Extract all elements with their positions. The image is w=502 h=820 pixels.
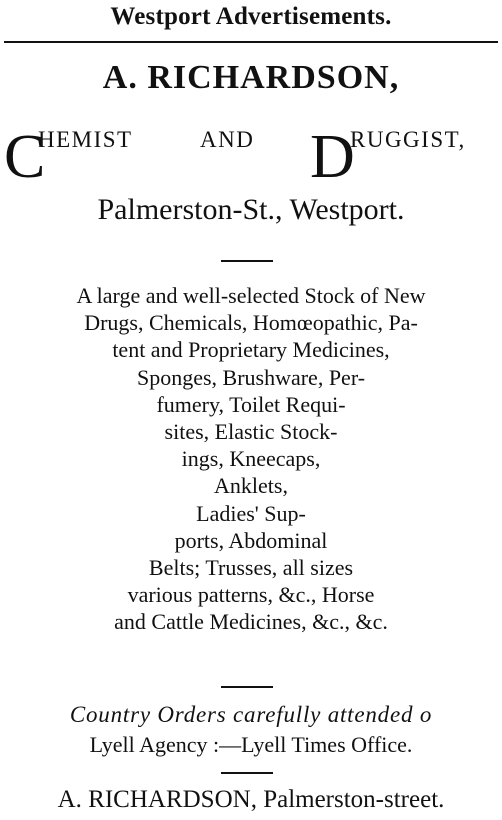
body-line: Anklets,: [214, 473, 288, 499]
agency-note: Lyell Agency :—Lyell Times Office.: [89, 732, 413, 757]
trade-word-druggist: RUGGIST,: [350, 127, 466, 152]
body-line: fumery, Toilet Requi-: [156, 391, 346, 417]
body-line: Drugs, Chemicals, Homœopathic, Pa-: [84, 310, 418, 336]
body-line: A large and well-selected Stock of New: [76, 283, 426, 308]
divider-rule: [221, 686, 273, 688]
body-line: ings, Kneecaps,: [181, 446, 321, 472]
drop-cap-c: C: [4, 123, 46, 191]
divider-rule: [221, 260, 273, 262]
trade-line: [4, 118, 498, 198]
body-line: Belts; Trusses, all sizes: [148, 555, 354, 581]
page-header: Westport Advertisements.: [110, 3, 392, 30]
drop-cap-d: D: [310, 123, 355, 191]
body-line: Sponges, Brushware, Per-: [136, 364, 366, 390]
body-line: various patterns, &c., Horse: [127, 582, 375, 608]
shop-address: Palmerston-St., Westport.: [97, 193, 405, 226]
trade-word-and: AND: [200, 127, 255, 152]
divider-rule: [221, 772, 273, 774]
country-orders-note: Country Orders carefully attended o: [69, 702, 433, 727]
body-line: ports, Abdominal: [174, 527, 328, 553]
body-line: tent and Proprietary Medicines,: [112, 337, 390, 363]
stock-description: [0, 282, 502, 636]
body-line: and Cattle Medicines, &c., &c.: [114, 609, 388, 635]
proprietor-name: A. RICHARDSON,: [102, 59, 400, 96]
body-line: Ladies' Sup-: [196, 500, 306, 526]
header-rule: [4, 41, 498, 43]
footer-signature: A. RICHARDSON, Palmerston-street.: [57, 786, 445, 813]
trade-word-chemist: HEMIST: [38, 127, 133, 152]
body-line: sites, Elastic Stock-: [164, 419, 338, 445]
